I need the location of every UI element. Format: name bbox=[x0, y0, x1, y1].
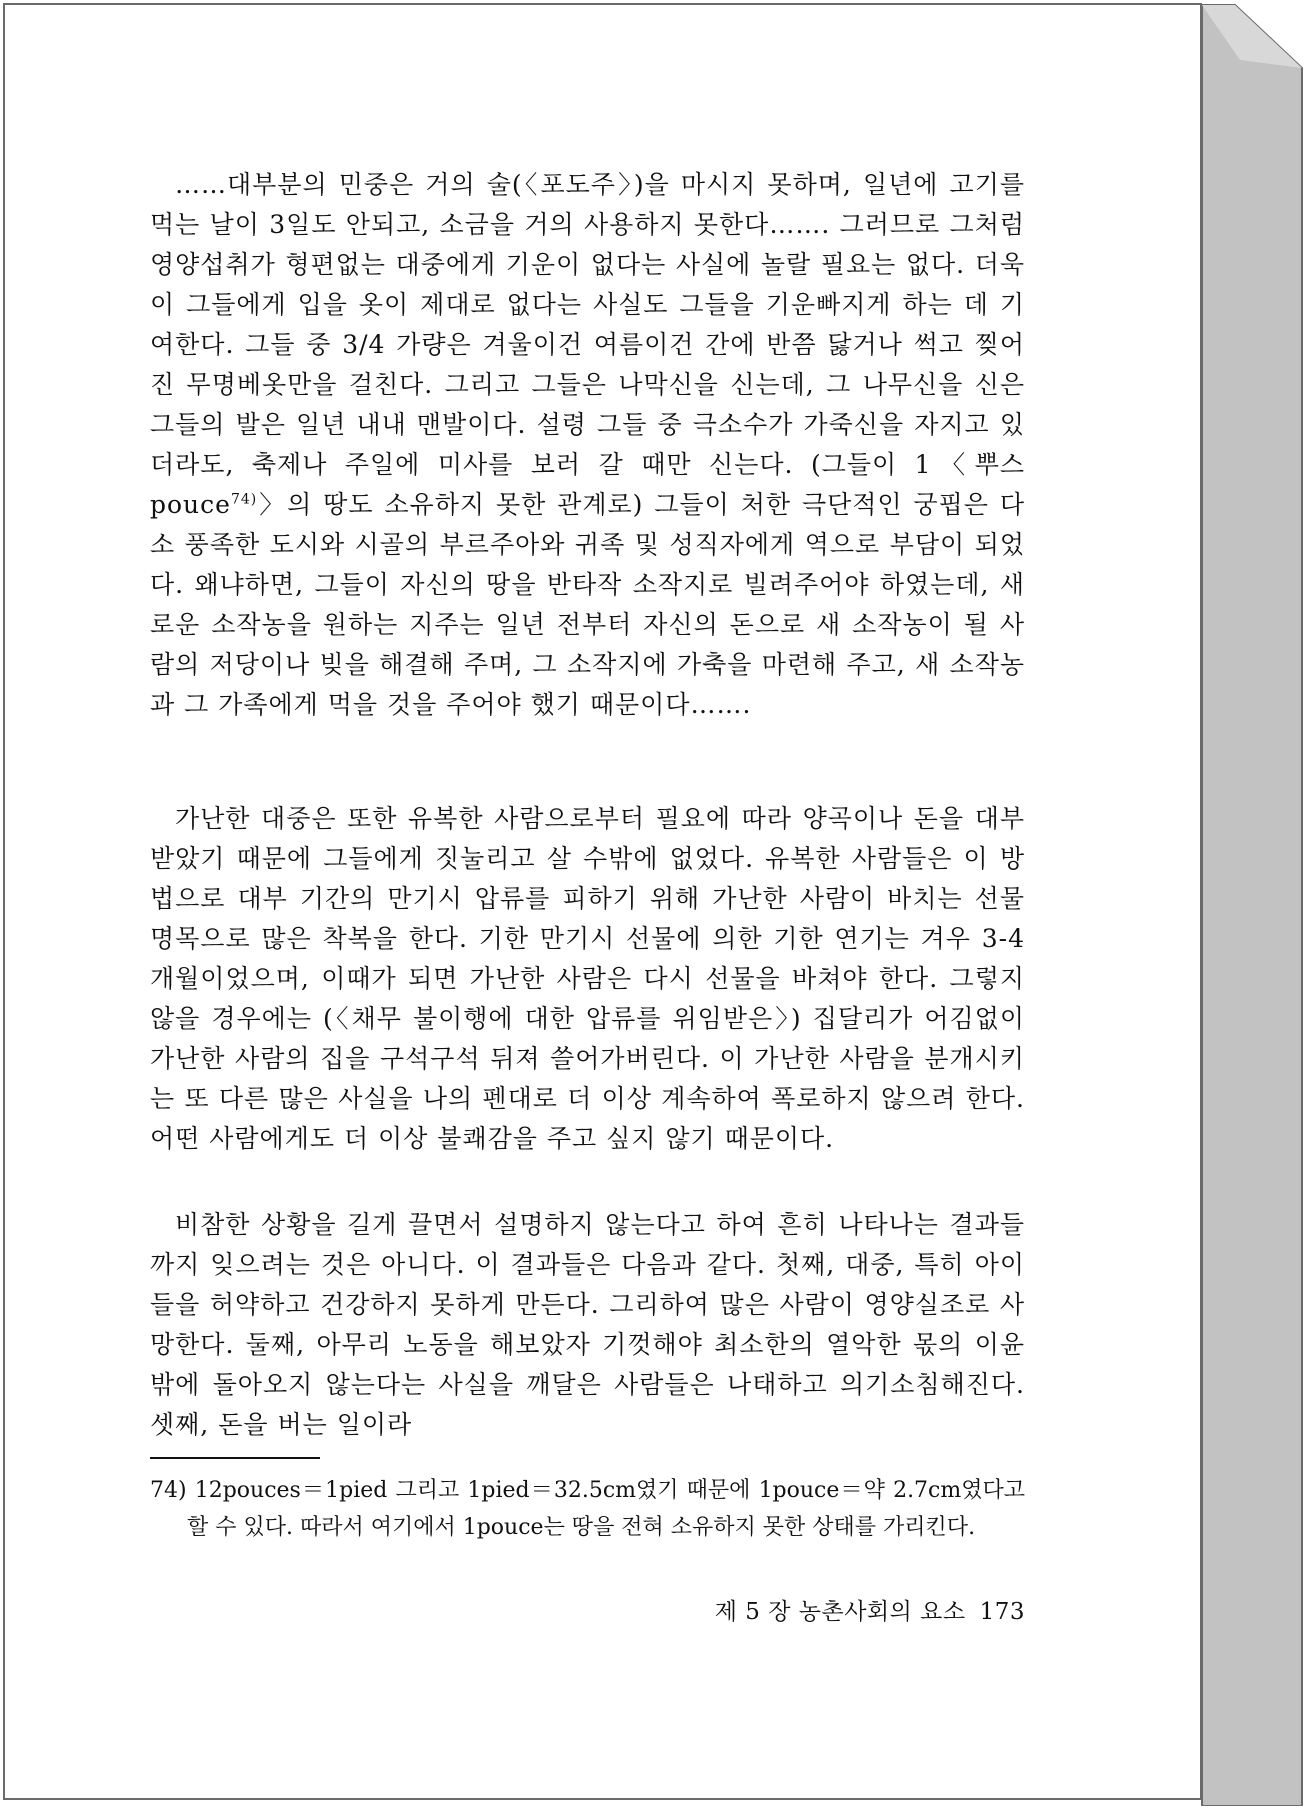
running-footer bbox=[700, 1593, 1025, 1626]
paragraph-1-tail: 〉의 땅도 소유하지 못한 관계로) 그들이 처한 극단적인 궁핍은 다소 풍족한 도시와 시골의 부르주아와 귀족 및 성직자에게 역으로 부담이 되었다. 왜냐하면, 그들이 자신의 땅을 반타작 소작지로 빌려주어야 하였는데, 새로운 소작농을 원하는 지주는 일년 전부터 자신의 돈으로 새 소작농이 될 사람의 저당이나 빚을 해결해 주며, 그 소작지에 가축을 마련해 주고, 새 소작농과 그 가족에게 먹을 것을 주어야 했기 때문이다……. bbox=[150, 490, 1025, 719]
page-number: 173 bbox=[979, 1599, 1025, 1625]
paragraph-1-text: ……대부분의 민중은 거의 술(〈포도주〉)을 마시지 못하며, 일년에 고기를 먹는 날이 3일도 안되고, 소금을 거의 사용하지 못한다……. 그러므로 그처럼 영양섭취가 형편없는 대중에게 기운이 없다는 사실에 놀랄 필요는 없다. 더욱이 그들에게 입을 옷이 제대로 없다는 사실도 그들을 기운빠지게 하는 데 기여한다. 그들 중 3/4 가량은 겨울이건 여름이건 간에 반쯤 닳거나 썩고 찢어진 무명베옷만을 걸친다. 그리고 그들은 나막신을 신는데, 그 나무신을 신은 그들의 발은 일년 내내 맨발이다. 설령 그들 중 극소수가 가죽신을 자지고 있더라도, 축제나 주일에 미사를 보러 갈 때만 신는다. (그들이 1〈뿌스 pouce bbox=[150, 170, 1025, 519]
paragraph-2: 가난한 대중은 또한 유복한 사람으로부터 필요에 따라 양곡이나 돈을 대부받았기 때문에 그들에게 짓눌리고 살 수밖에 없었다. 유복한 사람들은 이 방법으로 대부 기간의 만기시 압류를 피하기 위해 가난한 사람이 바치는 선물 명목으로 많은 착복을 한다. 기한 만기시 선물에 의한 기한 연기는 겨우 3-4개월이었으며, 이때가 되면 가난한 사람은 다시 선물을 바쳐야 한다. 그렇지 않을 경우에는 (〈채무 불이행에 대한 압류를 위임받은〉) 집달리가 어김없이 가난한 사람의 집을 구석구석 뒤져 쓸어가버린다. 이 가난한 사람을 분개시키는 또 다른 많은 사실을 나의 펜대로 더 이상 계속하여 폭로하지 않으려 한다. 어떤 사람에게도 더 이상 불쾌감을 주고 싶지 않기 때문이다. bbox=[150, 804, 1025, 1153]
footnote-ref-74: 74) bbox=[230, 491, 258, 508]
paragraph-3: 비참한 상황을 길게 끌면서 설명하지 않는다고 하여 흔히 나타나는 결과들까지 잊으려는 것은 아니다. 이 결과들은 다음과 같다. 첫째, 대중, 특히 아이들을 허약하고 건강하지 못하게 만든다. 그리하여 많은 사람이 영양실조로 사망한다. 둘째, 아무리 노동을 해보았자 기껏해야 최소한의 열악한 몫의 이윤밖에 돌아오지 않는다는 사실을 깨달은 사람들은 나태하고 의기소침해진다. 셋째, 돈을 버는 일이라 bbox=[150, 1210, 1025, 1439]
footnote-74: 74) 12pouces＝1pied 그리고 1pied＝32.5cm였기 때문에 1pouce＝약 2.7cm였다고 할 수 있다. 따라서 여기에서 1pouce는 땅을 전혀 소유하지 못한 상태를 가리킨다. bbox=[150, 1478, 1025, 1540]
chapter-title: 제 5 장 농촌사회의 요소 bbox=[714, 1599, 966, 1625]
footnote-divider bbox=[150, 1457, 320, 1459]
paragraph-1 bbox=[150, 165, 1025, 725]
